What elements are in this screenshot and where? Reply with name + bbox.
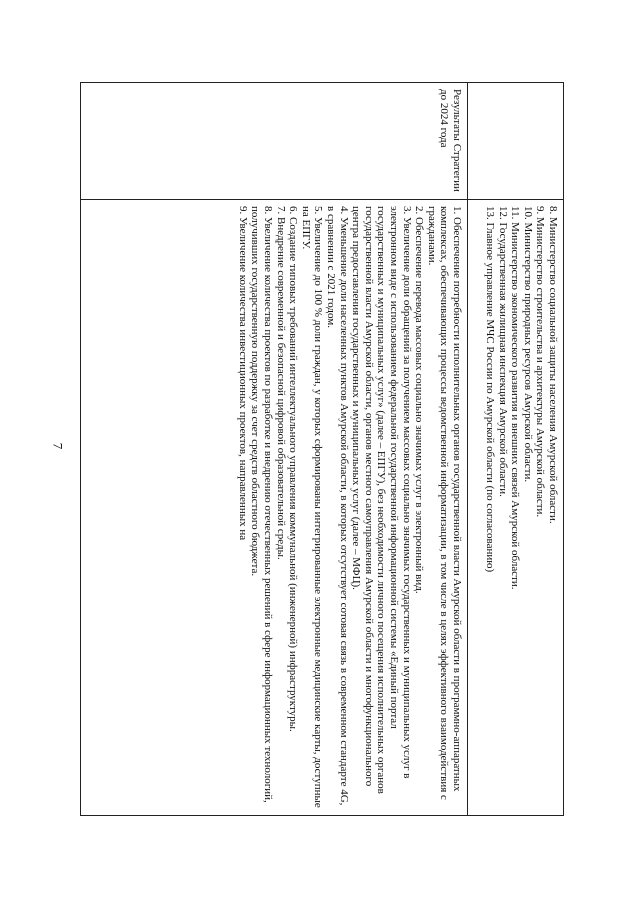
rotated-table-wrapper	[80, 82, 564, 816]
list-item: 3. Увеличение доли обращений за получением массовых социально значимых государственных и муниципальных услуг в электронном виде с использованием федеральной государственной информационной системы «Единый портал государственных и муниципальных услуг» (далее – ЕПГУ), без необходимости личного посещения исполнительных органов государственной власти Амурской области, органов местного самоуправления Амурской области и многофункционального центра предоставления государственных и муниципальных услуг (далее – МФЦ).	[350, 206, 413, 794]
strategy-table	[80, 82, 564, 816]
list-item: 8. Увеличение количества проектов по разработке и внедрению отечественных решений в сфере информационных технологий, получивших государственную поддержку за счет средств областного бюджета.	[249, 206, 275, 803]
list-item: 13. Главное управление МЧС России по Амурской области (по согласованию)	[484, 206, 497, 573]
list-item: 8. Министерство социальной защиты населения Амурской области.	[547, 206, 559, 524]
agencies-cell	[468, 200, 564, 816]
list-item: 2. Обеспечение перевода массовых социально значимых услуг в электронный вид.	[413, 206, 426, 594]
page-number: 7	[50, 442, 65, 450]
list-item: 9. Министерство строительства и архитектуры Амурской области.	[534, 206, 547, 518]
list-item: 10. Министерство природных ресурсов Амурской области.	[521, 206, 534, 483]
list-item: 5. Увеличение до 100 % доли граждан, у которых сформированы интегрированные электронные медицинские карты, доступные на ЕПГУ.	[299, 206, 325, 808]
list-item: 4. Уменьшение доли населенных пунктов Амурской области, в которых отсутствует сотовая связь в современном стандарте 4G, в сравнении с 2021 годом.	[325, 206, 350, 806]
list-item: 1. Обеспечение потребности исполнительных органов государственной власти Амурской области в программно-аппаратных комплексах, обеспечивающих процессы ведомственной информатизации, в том числе в целях эффективного взаимодействия с гражданами.	[425, 206, 463, 800]
list-item: 11. Министерство экономического развития и внешних связей Амурской области.	[509, 206, 522, 590]
table-row	[81, 83, 468, 816]
list-item: 6. Создание типовых требований интеллектуального управления коммунальной (инженерной) инфраструктуры.	[287, 206, 300, 732]
list-item: 7. Внедрение современной и безопасной цифровой образовательной среды.	[274, 206, 287, 560]
table-row	[468, 83, 564, 816]
results-cell	[81, 200, 468, 816]
list-item: 12. Государственная жилищная инспекция Амурской области.	[496, 206, 509, 497]
results-label-cell: Результаты Стратегии до 2024 года	[81, 83, 468, 200]
row-label-cell	[468, 83, 564, 200]
list-item: 9. Увеличение количества инвестиционных проектов, направленных на	[236, 206, 249, 541]
